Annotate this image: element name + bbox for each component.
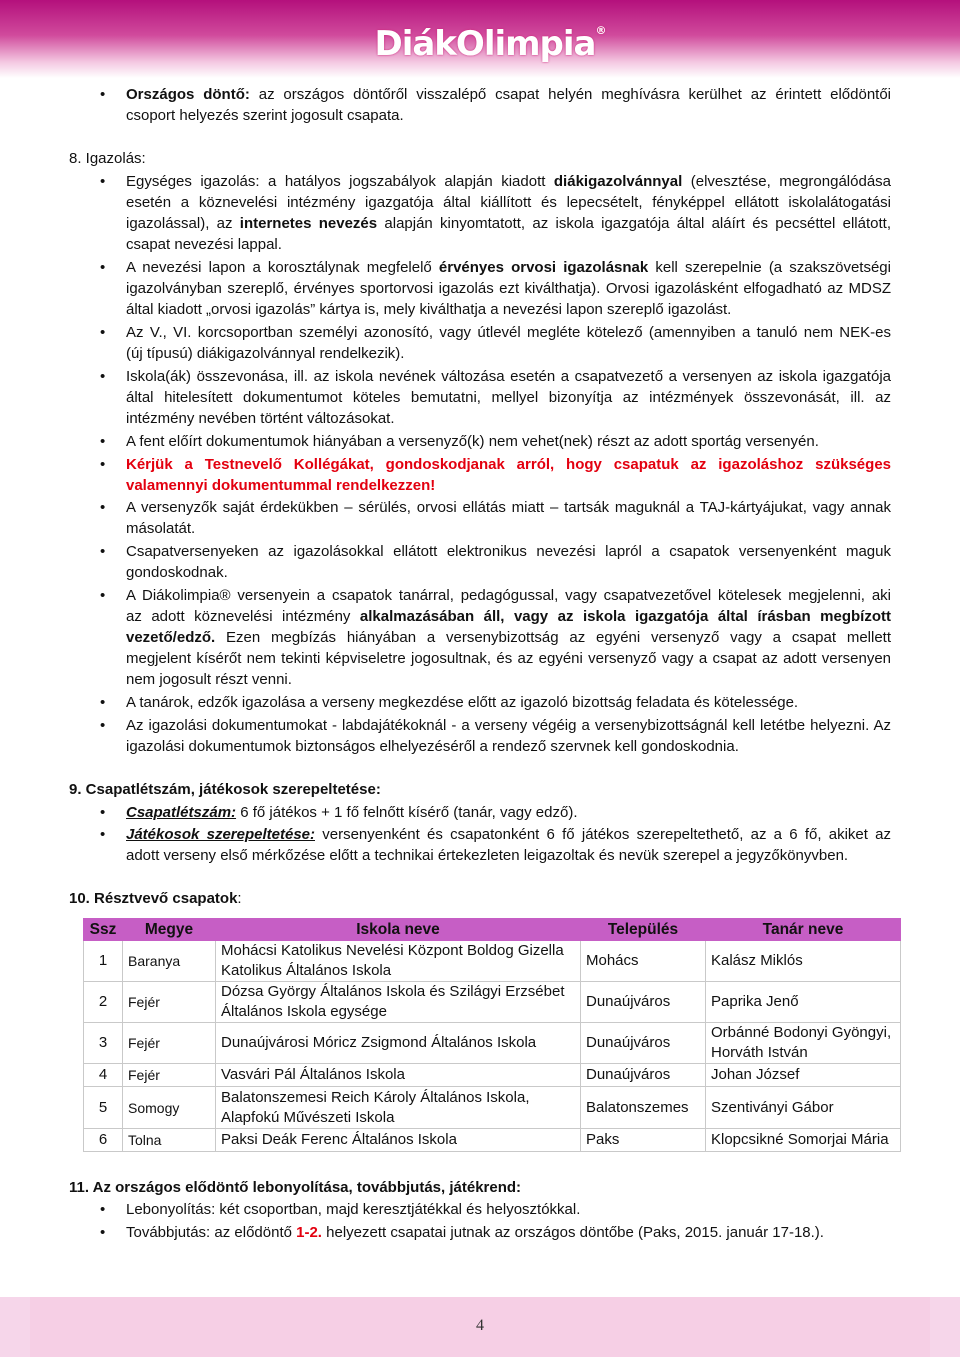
col-header-iskola: Iskola neve: [216, 919, 581, 941]
s8-b9-line-1: A Diákolimpia® versenyein a csapatok tanárral, pedagógussal, vagy csapatvezetővel kötelesek megjelenni, aki: [126, 587, 891, 604]
page-header: [0, 0, 960, 78]
s8-b11-line-2: igazolási dokumentumok biztonságos elhelyezéséről a rendező szervnek kell gondoskodnia.: [126, 738, 739, 755]
s8-b3-line-1: Az V., VI. korcsoportban személyi azonosító, vagy útlevél megléte kötelező (amennyiben a tanuló nem NEK-es: [126, 324, 891, 341]
cell-telepules: Dunaújváros: [581, 1023, 706, 1064]
bullet-icon: •: [100, 456, 106, 473]
cell-tanar: Kalász Miklós: [706, 941, 901, 982]
s8-b9-line-2: az adott köznevelési intézmény alkalmazásában áll, vagy az iskola igazgatója által írásban megbízott: [126, 608, 891, 625]
section-9-heading: 9. Csapatlétszám, játékosok szerepeltetése:: [69, 781, 381, 798]
bullet-icon: •: [100, 173, 106, 190]
s8-b2-line-1: A nevezési lapon a korosztálynak megfelelő érvényes orvosi igazolásnak kell szerepelnie (a szakszövetségi: [126, 259, 891, 276]
bullet-icon: •: [100, 804, 106, 821]
table-row: [84, 1064, 901, 1087]
s8-b5-line-1: A fent előírt dokumentumok hiányában a versenyző(k) nem vehet(nek) részt az adott sportág versenyén.: [126, 433, 819, 450]
s8-b1-line-4: csapat nevezési lappal.: [126, 236, 282, 253]
cell-ssz: 3: [84, 1023, 123, 1064]
bullet-icon: •: [100, 499, 106, 516]
s8-b2-line-3: által kiadott „orvosi igazolás” kártya is, mely kiválthatja a nevezési lapon szereplő igazolást.: [126, 301, 732, 318]
s8-b7-line-2: másolatát.: [126, 520, 196, 537]
cell-tanar: Klopcsikné Somorjai Mária: [706, 1129, 901, 1152]
s9-b1-line-1: Csapatlétszám: 6 fő játékos + 1 fő felnőtt kísérő (tanár, vagy edző).: [126, 804, 578, 821]
table-row: [84, 1129, 901, 1152]
bullet-icon: •: [100, 259, 106, 276]
bullet-icon: •: [100, 543, 106, 560]
s8-b6-line-1: Kérjük a Testnevelő Kollégákat, gondoskodjanak arról, hogy csapatuk az igazoláshoz szükséges: [126, 456, 891, 473]
bullet-icon: •: [100, 368, 106, 385]
s8-b6-line-2: valamennyi dokumentummal rendelkezzen!: [126, 477, 436, 494]
cell-telepules: Mohács: [581, 941, 706, 982]
s8-b7-line-1: A versenyzők saját érdekükben – sérülés, orvosi ellátás miatt – tartsák maguknál a TAJ-kártyájukat, vagy annak: [126, 499, 891, 516]
s11-b1-line-1: Lebonyolítás: két csoportban, majd keresztjátékkal és helyosztókkal.: [126, 1201, 581, 1218]
cell-telepules: Dunaújváros: [581, 982, 706, 1023]
intro-line-1: Országos döntő: az országos döntőről visszalépő csapat helyén meghívásra kerülhet az érintett elődöntői: [126, 86, 891, 103]
table-row: [84, 941, 901, 982]
cell-telepules: Dunaújváros: [581, 1064, 706, 1087]
cell-tanar: Szentiványi Gábor: [706, 1087, 901, 1129]
s8-b11-line-1: Az igazolási dokumentumokat - labdajátékoknál - a verseny végéig a versenybizottságnál kell letétbe helyezni. Az: [126, 717, 891, 734]
bullet-icon: •: [100, 1201, 106, 1218]
s8-b4-line-3: intézmény nevében történt változásokat.: [126, 410, 395, 427]
cell-megye: Fejér: [123, 982, 216, 1023]
col-header-megye: Megye: [123, 919, 216, 941]
cell-ssz: 6: [84, 1129, 123, 1152]
cell-iskola: Balatonszemesi Reich Károly Általános Iskola, Alapfokú Művészeti Iskola: [216, 1087, 581, 1129]
section-11-heading: 11. Az országos elődöntő lebonyolítása, továbbjutás, játékrend:: [69, 1179, 522, 1196]
cell-ssz: 5: [84, 1087, 123, 1129]
bullet-icon: •: [100, 826, 106, 843]
cell-megye: Baranya: [123, 941, 216, 982]
page-footer: [0, 1297, 960, 1357]
cell-tanar: Johan József: [706, 1064, 901, 1087]
cell-iskola: Dózsa György Általános Iskola és Szilágyi Erzsébet Általános Iskola egysége: [216, 982, 581, 1023]
col-header-ssz: Ssz: [84, 919, 123, 941]
table-header-row: [84, 919, 901, 941]
bullet-icon: •: [100, 587, 106, 604]
s8-b2-line-2: igazolványban szereplő, érvényes sportorvosi igazolás ezt kiválthatja). Orvosi igazolásként elfogadható az MDSZ: [126, 280, 891, 297]
cell-telepules: Paks: [581, 1129, 706, 1152]
cell-megye: Somogy: [123, 1087, 216, 1129]
section-8-heading: 8. Igazolás:: [69, 150, 146, 167]
teams-table: [83, 918, 901, 1152]
cell-tanar: Paprika Jenő: [706, 982, 901, 1023]
cell-iskola: Mohácsi Katolikus Nevelési Központ Boldog Gizella Katolikus Általános Iskola: [216, 941, 581, 982]
col-header-telepules: Település: [581, 919, 706, 941]
s8-b10-line-1: A tanárok, edzők igazolása a verseny megkezdése előtt az igazoló bizottság feladata és kötelessége.: [126, 694, 799, 711]
cell-megye: Fejér: [123, 1023, 216, 1064]
cell-megye: Fejér: [123, 1064, 216, 1087]
col-header-tanar: Tanár neve: [706, 919, 901, 941]
s8-b1-line-1: Egységes igazolás: a hatályos jogszabályok alapján kiadott diákigazolvánnyal (elvesztése, megrongálódása: [126, 173, 892, 190]
cell-ssz: 4: [84, 1064, 123, 1087]
bullet-icon: •: [100, 86, 106, 103]
s8-b1-line-3: igazolással), az internetes nevezés alapján kinyomtatott, az iskola igazgatója által aláírt és pecséttel ellátott,: [126, 215, 891, 232]
cell-telepules: Balatonszemes: [581, 1087, 706, 1129]
s8-b3-line-2: (új típusú) diákigazolvánnyal rendelkezik).: [126, 345, 405, 362]
bullet-icon: •: [100, 694, 106, 711]
s8-b8-line-2: gondoskodnak.: [126, 564, 228, 581]
table-row: [84, 982, 901, 1023]
bullet-icon: •: [100, 324, 106, 341]
cell-tanar: Orbánné Bodonyi Gyöngyi, Horváth István: [706, 1023, 901, 1064]
cell-iskola: Vasvári Pál Általános Iskola: [216, 1064, 581, 1087]
cell-megye: Tolna: [123, 1129, 216, 1152]
table-row: [84, 1087, 901, 1129]
s8-b9-line-3: vezető/edző. Ezen megbízás hiányában a versenybizottság az egyéni versenyző vagy a csapat mellett: [126, 629, 891, 646]
table-row: [84, 1023, 901, 1064]
s8-b4-line-1: Iskola(ák) összevonása, ill. az iskola nevének változása esetén a csapatvezető a versenyen az iskola igazgatója: [126, 368, 891, 385]
intro-line-2: csoport helyezés szerint jogosult csapata.: [126, 107, 404, 124]
s11-b2-line-1: Továbbjutás: az elődöntő 1-2. helyezett csapatai jutnak az országos döntőbe (Paks, 2015. január 17-18.).: [126, 1224, 824, 1241]
diakolimpia-logo: DiákOlimpia®: [374, 24, 606, 64]
s8-b4-line-2: által hitelesített dokumentumot köteles bemutatni, mellyel bizonyítja az intézmények összevonását, ill. az: [126, 389, 891, 406]
s8-b1-line-2: esetén a köznevelési intézmény igazgatója által kiállított és lepecsételt, fényképpel ellátott iskolalátogatási: [126, 194, 891, 211]
bullet-icon: •: [100, 433, 106, 450]
s8-b8-line-1: Csapatversenyeken az igazolásokkal ellátott elektronikus nevezési lapról a csapatok versenyenként maguk: [126, 543, 891, 560]
cell-iskola: Dunaújvárosi Móricz Zsigmond Általános Iskola: [216, 1023, 581, 1064]
bullet-icon: •: [100, 717, 106, 734]
cell-iskola: Paksi Deák Ferenc Általános Iskola: [216, 1129, 581, 1152]
s9-b2-line-2: adott verseny első mérkőzése előtt a technikai értekezleten leigazoltak és nevük szerepel a jegyzőkönyvben.: [126, 847, 849, 864]
s8-b9-line-4: megjelent kísérőt nem tekinti képviseletre jogosultnak, és az egyéni versenyző vagy a csapat az adott versenyen: [126, 650, 891, 667]
page-number: 4: [476, 1317, 484, 1334]
s8-b9-line-5: nem jogosult részt venni.: [126, 671, 292, 688]
s9-b2-line-1: Játékosok szerepeltetése: versenyenként és csapatonként 6 fő játékos szerepeltethető, az a 6 fő, akiket az: [126, 826, 891, 843]
cell-ssz: 1: [84, 941, 123, 982]
section-10-heading: 10. Résztvevő csapatok:: [69, 890, 242, 907]
cell-ssz: 2: [84, 982, 123, 1023]
bullet-icon: •: [100, 1224, 106, 1241]
